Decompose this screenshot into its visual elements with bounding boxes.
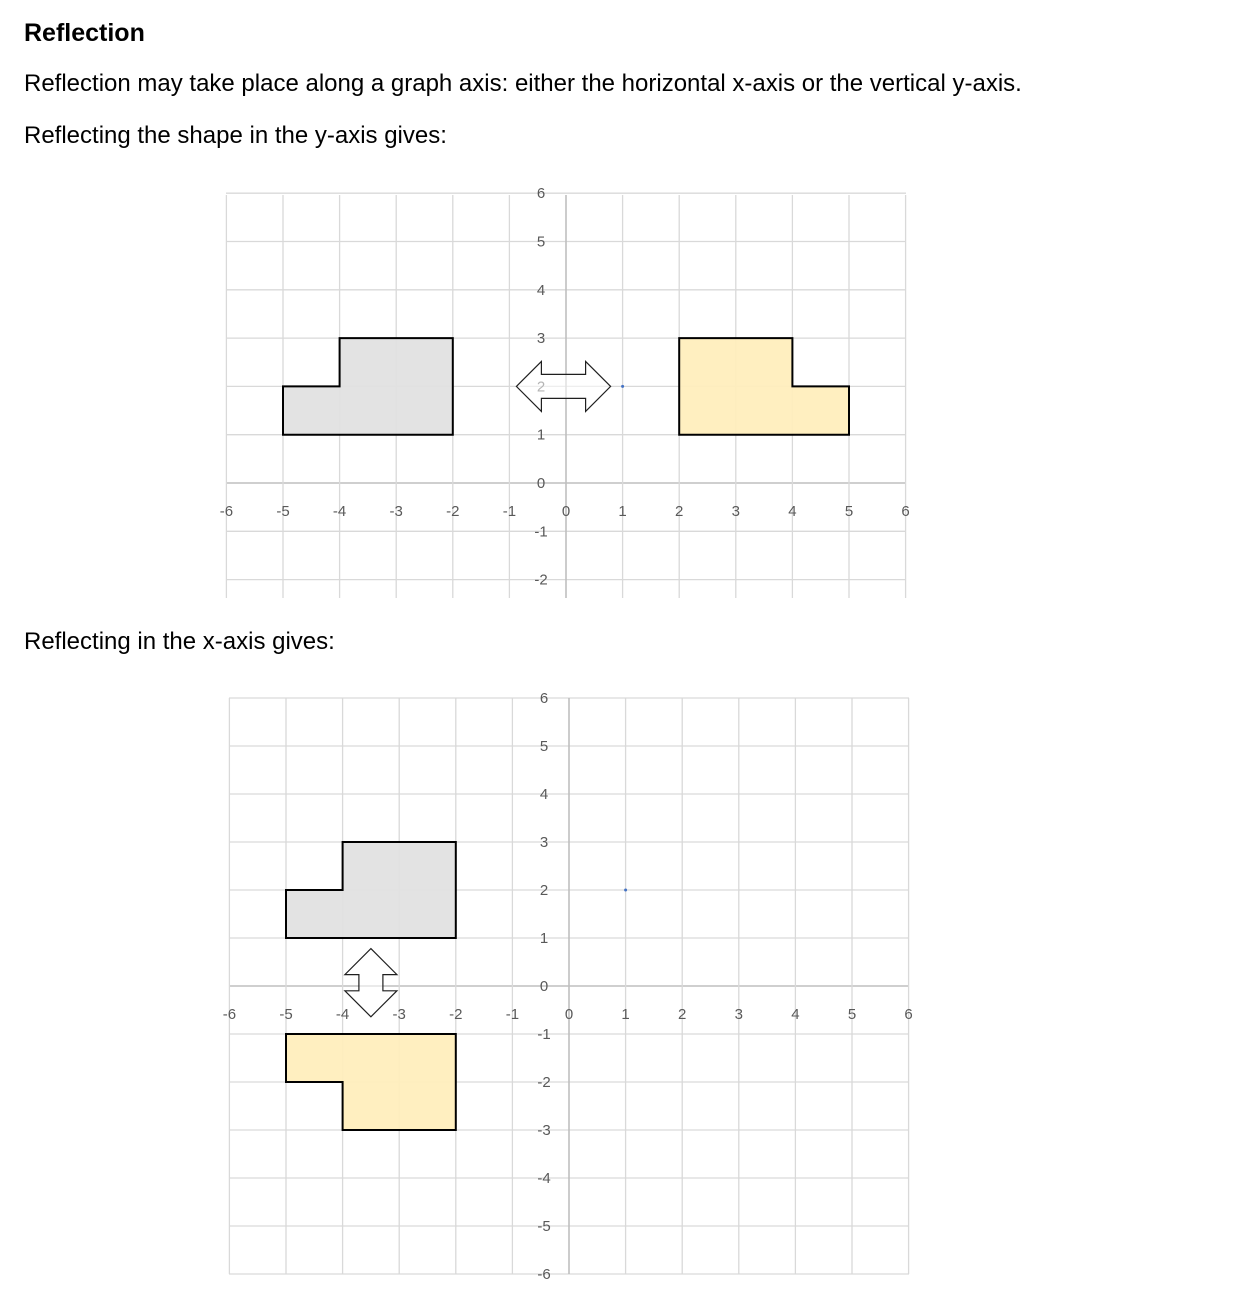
double-arrow-vertical <box>345 949 397 1017</box>
y-tick-label: 3 <box>539 834 549 851</box>
x-tick-label: -3 <box>389 503 403 520</box>
x-tick-label: 2 <box>678 1006 687 1023</box>
x-tick-label: 0 <box>561 503 571 520</box>
graph-y-axis-reflection <box>0 175 940 615</box>
x-tick-label: -5 <box>276 503 290 520</box>
caption-y-axis-reflection: Reflecting the shape in the y-axis gives: <box>24 122 447 149</box>
point-marker <box>624 889 627 892</box>
x-tick-label: 5 <box>847 1006 857 1023</box>
x-tick-label: -5 <box>279 1006 293 1023</box>
y-tick-label: -5 <box>537 1218 551 1235</box>
x-tick-label: -6 <box>219 503 234 520</box>
x-tick-label: -1 <box>502 503 517 520</box>
x-tick-label: 6 <box>901 503 910 520</box>
x-tick-label: -1 <box>505 1006 520 1023</box>
y-tick-label: 2 <box>539 882 549 899</box>
y-tick-label: -2 <box>534 571 548 589</box>
y-tick-label: -1 <box>537 1026 551 1043</box>
y-tick-label: 0 <box>536 475 546 492</box>
y-tick-label: -3 <box>537 1122 551 1139</box>
graph-x-axis-reflection <box>0 678 940 1300</box>
intro-paragraph: Reflection may take place along a graph axis: either the horizontal x-axis or the vertical y-axis. <box>24 70 1022 97</box>
x-tick-label: 3 <box>734 1006 743 1023</box>
caption-x-axis-reflection: Reflecting in the x-axis gives: <box>24 628 335 655</box>
x-tick-label: 1 <box>618 503 627 520</box>
y-tick-label: 4 <box>539 786 549 803</box>
y-tick-label: 3 <box>536 330 546 348</box>
x-tick-label: 4 <box>791 1006 800 1023</box>
page-heading: Reflection <box>24 19 145 47</box>
y-tick-label: 6 <box>536 185 546 203</box>
y-tick-label: 1 <box>539 930 549 947</box>
x-tick-label: -4 <box>335 1006 350 1023</box>
x-tick-label: -3 <box>392 1006 406 1023</box>
x-tick-label: 4 <box>788 503 797 520</box>
double-arrow-horizontal <box>516 361 610 411</box>
y-tick-label: -6 <box>537 1266 551 1283</box>
x-tick-label: -4 <box>332 503 347 520</box>
point-marker <box>621 385 624 388</box>
x-tick-label: 5 <box>844 503 854 520</box>
x-tick-label: 1 <box>621 1006 630 1023</box>
y-tick-label: 4 <box>536 281 546 299</box>
y-tick-label: 0 <box>539 978 549 995</box>
x-tick-label: 0 <box>564 1006 574 1023</box>
y-tick-label: -1 <box>534 523 548 541</box>
y-tick-label: -2 <box>537 1074 551 1091</box>
y-tick-label: 5 <box>539 738 549 755</box>
y-tick-label: 5 <box>536 233 546 251</box>
x-tick-label: -2 <box>446 503 460 520</box>
original-shape <box>283 338 453 435</box>
x-tick-label: 3 <box>731 503 740 520</box>
y-tick-label: -4 <box>537 1170 551 1187</box>
x-tick-label: 6 <box>904 1006 913 1023</box>
y-tick-label: 6 <box>539 690 549 707</box>
reflected-shape <box>286 1034 456 1130</box>
original-shape <box>286 842 456 938</box>
reflected-shape <box>679 338 849 435</box>
y-tick-label: 1 <box>536 426 546 444</box>
x-tick-label: 2 <box>675 503 684 520</box>
x-tick-label: -2 <box>449 1006 463 1023</box>
x-tick-label: -6 <box>222 1006 237 1023</box>
